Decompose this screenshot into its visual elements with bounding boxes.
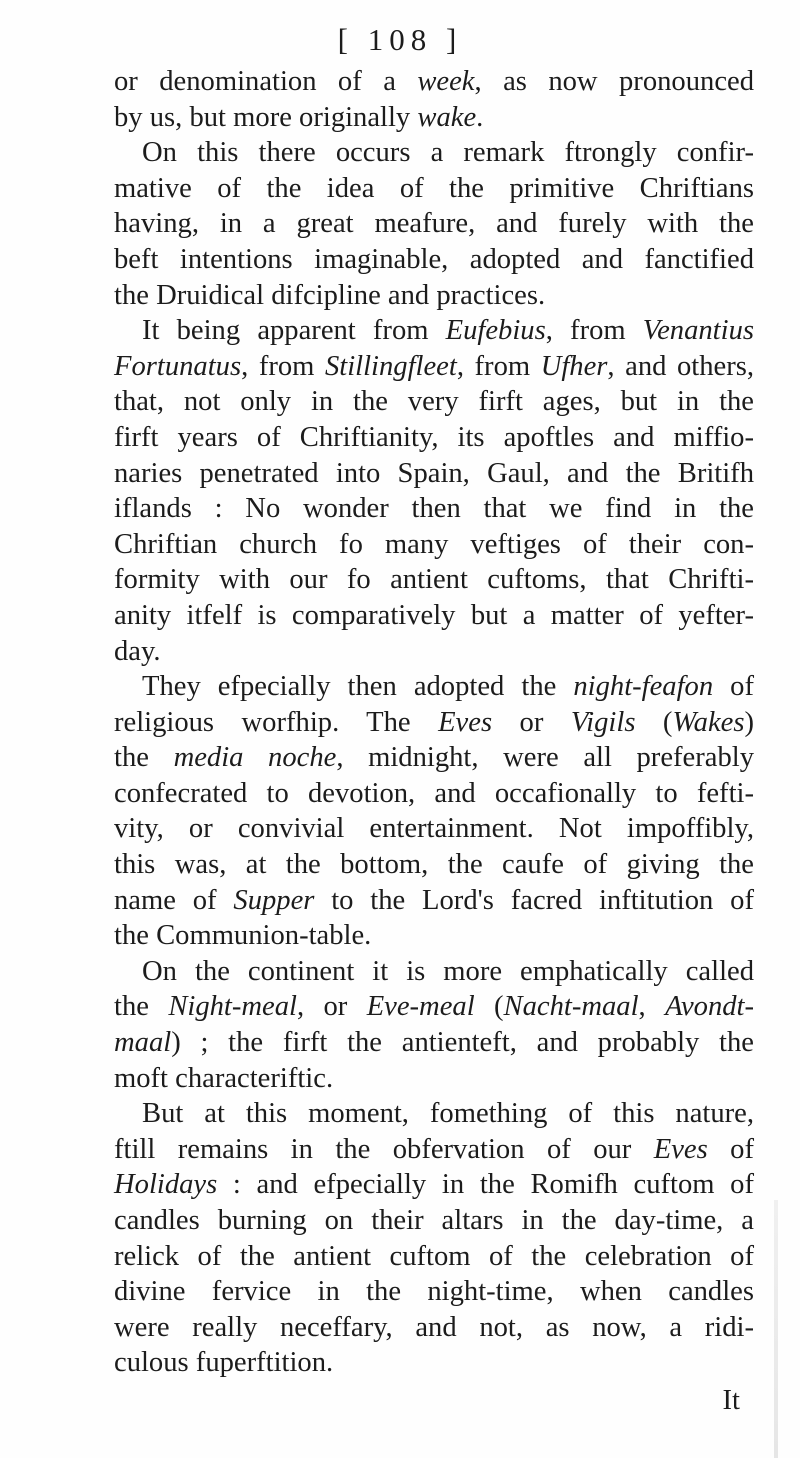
italic-segment: Fortunatus — [114, 350, 242, 382]
text-line — [114, 135, 754, 171]
italic-segment: Eve-meal — [366, 991, 475, 1023]
body-text — [114, 64, 754, 1381]
text-line — [114, 64, 754, 100]
italic-segment: wake — [417, 101, 477, 133]
text-segment: , — [638, 991, 666, 1023]
italic-segment: media noche — [173, 742, 337, 774]
text-line — [114, 776, 754, 812]
italic-segment: Eufebius — [445, 315, 546, 347]
text-segment: iflands : No wonder then that we find in the — [114, 493, 754, 525]
page-number: [ 108 ] — [337, 22, 463, 57]
italic-segment: night-feafon — [573, 671, 714, 703]
text-segment: . — [476, 101, 484, 133]
text-segment: , from — [545, 315, 643, 347]
text-line — [114, 954, 754, 990]
text-segment: On the continent it is more emphatically called — [142, 955, 754, 987]
text-line — [114, 1132, 754, 1168]
text-segment: of — [707, 1133, 755, 1165]
text-segment: naries penetrated into Spain, Gaul, and the Britifh — [114, 457, 754, 489]
catchword-container — [114, 1383, 754, 1419]
text-line — [114, 1274, 754, 1310]
italic-segment: Eves — [653, 1133, 708, 1165]
text-segment: moft characteriftic. — [114, 1062, 334, 1094]
text-line — [114, 1096, 754, 1132]
italic-segment: Vigils — [570, 706, 636, 738]
text-line — [114, 705, 754, 741]
text-line — [114, 527, 754, 563]
text-segment: of — [713, 671, 755, 703]
text-line — [114, 456, 754, 492]
page-edge-shadow — [774, 1200, 778, 1458]
text-line — [114, 313, 754, 349]
text-segment: ( — [474, 991, 504, 1023]
text-segment: Chriftian church fo many veftiges of their con- — [114, 528, 754, 560]
text-segment: ) ; the firft the antienteft, and probably the — [171, 1027, 754, 1059]
text-segment: relick of the antient cuftom of the celebration of — [114, 1240, 754, 1272]
text-segment: anity itfelf is comparatively but a matter of yefter- — [114, 599, 754, 631]
text-segment: were really neceffary, and not, as now, a ridi- — [114, 1311, 754, 1343]
text-line — [114, 206, 754, 242]
italic-segment: Night-meal — [168, 991, 297, 1023]
italic-segment: Venantius — [642, 315, 754, 347]
text-segment: , from — [241, 350, 325, 382]
text-segment: , and others, — [607, 350, 755, 382]
text-line — [114, 1203, 754, 1239]
text-line — [114, 634, 754, 670]
text-line — [114, 1345, 754, 1381]
text-segment: or denomination of a — [114, 66, 418, 97]
text-line — [114, 598, 754, 634]
text-segment: to the Lord's facred inftitution of — [314, 884, 754, 916]
text-segment: : and efpecially in the Romifh cuftom of — [217, 1169, 754, 1201]
text-segment: candles burning on their altars in the day-time, a — [114, 1205, 754, 1236]
italic-segment: Holidays — [114, 1169, 218, 1201]
text-segment: They efpecially then adopted the — [142, 671, 574, 703]
text-line — [114, 491, 754, 527]
text-segment: It being apparent from — [142, 315, 446, 347]
text-segment: or — [492, 706, 571, 738]
text-segment: formity with our fo antient cuftoms, that Chrifti- — [114, 564, 754, 596]
text-segment: ) — [744, 706, 754, 738]
italic-segment: Wakes — [672, 706, 745, 738]
text-line — [114, 989, 754, 1025]
text-line — [114, 918, 754, 954]
italic-segment: week — [417, 66, 475, 97]
text-line — [114, 1061, 754, 1097]
text-segment: ( — [635, 706, 673, 738]
text-segment: , from — [456, 350, 541, 382]
text-line — [114, 278, 754, 314]
text-segment: vity, or convivial entertainment. Not impoffibly, — [114, 813, 754, 845]
text-segment: by us, but more originally — [114, 101, 418, 133]
text-line — [114, 420, 754, 456]
text-line — [114, 384, 754, 420]
text-line — [114, 242, 754, 278]
text-line — [114, 100, 754, 136]
text-segment: religious worfhip. The — [114, 706, 439, 738]
text-segment: having, in a great meafure, and furely with the — [114, 208, 754, 240]
text-line — [114, 669, 754, 705]
text-line — [114, 1167, 754, 1203]
text-segment: ftill remains in the obfervation of our — [114, 1133, 654, 1165]
text-segment: , or — [296, 991, 367, 1023]
text-line — [114, 847, 754, 883]
text-segment: the Druidical difcipline and practices. — [114, 279, 546, 311]
text-line — [114, 883, 754, 919]
text-line — [114, 740, 754, 776]
text-segment: the — [114, 742, 174, 774]
text-segment: day. — [114, 635, 161, 667]
text-segment: But at this moment, fomething of this nature, — [142, 1098, 754, 1130]
text-segment: confecrated to devotion, and occafionally to fefti- — [114, 777, 754, 809]
text-segment: culous fuperftition. — [114, 1347, 334, 1379]
text-segment: that, not only in the very firft ages, but in the — [114, 386, 754, 418]
text-segment: divine fervice in the night-time, when candles — [114, 1276, 754, 1308]
text-segment: name of — [114, 884, 234, 916]
text-line — [114, 811, 754, 847]
text-segment: , midnight, were all preferably — [336, 742, 754, 774]
italic-segment: Supper — [233, 884, 315, 916]
italic-segment: Nacht-maal — [503, 991, 639, 1023]
text-segment: the — [114, 991, 169, 1023]
text-line — [114, 1239, 754, 1275]
italic-segment: Avondt- — [665, 991, 754, 1023]
text-line — [114, 1310, 754, 1346]
text-segment: beft intentions imaginable, adopted and fanctified — [114, 243, 754, 275]
text-line — [114, 1025, 754, 1061]
text-line — [114, 562, 754, 598]
text-segment: mative of the idea of the primitive Chriftians — [114, 172, 754, 204]
text-segment: , as now pronounced — [474, 66, 754, 97]
text-segment: On this there occurs a remark ftrongly confir- — [142, 137, 754, 169]
italic-segment: maal — [114, 1027, 172, 1059]
italic-segment: Eves — [438, 706, 493, 738]
italic-segment: Stillingfleet — [324, 350, 457, 382]
text-segment: this was, at the bottom, the caufe of giving the — [114, 849, 754, 881]
text-segment: the Communion-table. — [114, 920, 372, 952]
text-segment: firft years of Chriftianity, its apoftles and miffio- — [114, 421, 754, 453]
text-line — [114, 171, 754, 207]
italic-segment: Ufher — [540, 350, 608, 382]
text-line — [114, 349, 754, 385]
catchword: It — [722, 1385, 740, 1416]
